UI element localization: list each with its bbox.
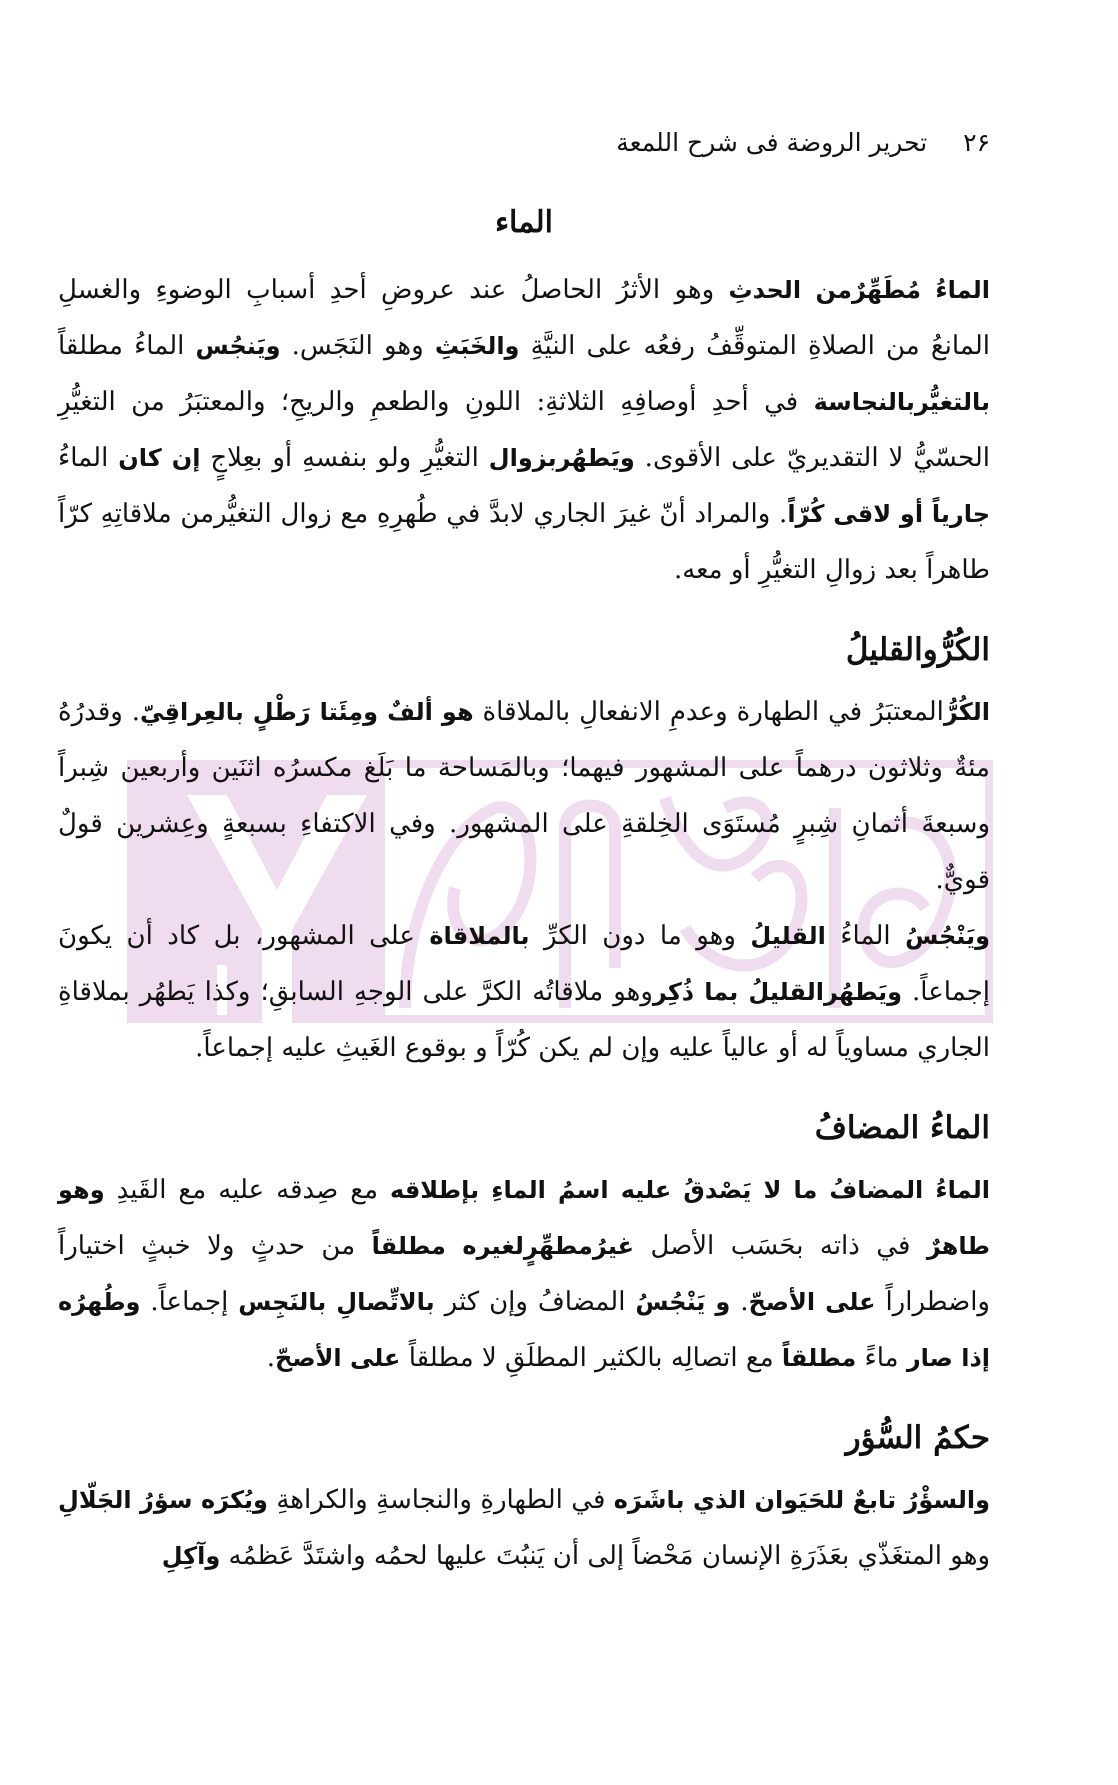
commentary-text: وهو النَجَس.: [280, 331, 435, 361]
commentary-text: التغيُّرِ ولو بنفسهِ أو بعِلاجٍ: [200, 443, 489, 473]
bold-matn-text: والسؤْرُ تابعٌ للحَيَوان الذي باشَرَه: [613, 1486, 990, 1514]
commentary-text: مع اتصالِه بالكثير المطلَقِ لا مطلقاً: [400, 1343, 782, 1373]
commentary-text: المضافُ وإن كثر: [434, 1287, 636, 1317]
section-title-mudaf: الماءُ المضافُ: [814, 1110, 990, 1146]
bold-matn-text: بالملاقاة: [429, 922, 530, 950]
commentary-text: في أحدِ أوصافِهِ الثلاثةِ: اللونِ والطعمِ والريحِ؛ والمعتبَرُ من التغيُّرِ الحسّيُّ لا التقديريّ على الأقوى.: [58, 387, 990, 473]
bold-matn-text: هو ألفٌ ومِئَتا رَطْلٍ بالعِراقِيّ: [140, 698, 474, 726]
commentary-text: وهو ملاقاتُه الكرَّ على الوجهِ السابقِ؛ وكذا يَطهُر بملاقاةِ الجاري مساوياً له أو عالياً عليه وإن لم يكن كُرّاً و بوقوع الغَيثِ عليه إجماعاً.: [58, 977, 990, 1063]
bold-matn-text: جارياً أو لاقى كُرّاً: [787, 500, 990, 528]
commentary-text: المعتبَرُ في الطهارة وعدمِ الانفعالِ بالملاقاة: [473, 697, 944, 727]
section-title-kurr: الكُرُّوالقليلُ: [845, 632, 990, 668]
commentary-text: وهو ما دون الكرِّ: [529, 921, 751, 951]
commentary-text: . وقدرُهُ مئةٌ وثلاثون درهماً على المشهور فيهما؛ وبالمَساحة ما بَلَغ مكسرُه اثنَين وأربعين شِبراً وسبعةَ أثمانِ شِبرٍ مُستَوَى الخِلقةِ على المشهور. وفي الاكتفاءِ بسبعةٍ وعِشرين قولٌ قويٌّ.: [58, 697, 990, 895]
bold-matn-text: على الأصحّ: [748, 1288, 876, 1316]
bold-matn-text: على الأصحّ: [275, 1344, 401, 1372]
commentary-text: الماءُ: [825, 921, 906, 951]
bold-matn-text: غيرُمطهِّرٍلغيره مطلقاً: [371, 1232, 635, 1260]
commentary-text: الماءُ: [58, 443, 119, 473]
bold-matn-text: بالتغيُّربالنجاسة: [813, 388, 990, 416]
bold-matn-text: ويُكرَه سؤرُ الجَلّالِ: [58, 1486, 268, 1514]
bold-matn-text: وآكِلِ: [161, 1542, 221, 1570]
bold-matn-text: ويَطهُرالقليلُ بما ذُكِر: [652, 978, 903, 1006]
commentary-text: وهو المتغَذّي بعَذَرَةِ الإنسان مَحْضاً إلى أن يَنبُتَ عليها لحمُه واشتَدَّ عَظمُه: [220, 1541, 990, 1571]
commentary-text: الماءُ مطلقاً: [58, 331, 196, 361]
section-title-sur: حكمُ السُّؤر: [845, 1420, 990, 1456]
paragraph: [58, 684, 990, 908]
commentary-text: على المشهور، بل كاد أن يكونَ إجماعاً.: [58, 921, 990, 1007]
paragraph: [58, 1472, 990, 1584]
bold-matn-text: ويَنجُس: [195, 332, 281, 360]
commentary-text: مع صِدقه عليه مع القَيدِ: [104, 1175, 391, 1205]
running-header: [60, 128, 990, 157]
bold-matn-text: والخَبَثِ: [434, 332, 520, 360]
commentary-text: في الطهارةِ والنجاسةِ والكراهةِ: [267, 1485, 614, 1515]
paragraph: [58, 1162, 990, 1386]
bold-matn-text: مطلقاً: [781, 1344, 857, 1372]
commentary-text: إجماعاً.: [140, 1287, 239, 1317]
bold-matn-text: و يَنْجُسُ: [635, 1288, 731, 1316]
bold-matn-text: ويَنْجُسُ: [905, 922, 991, 950]
bold-matn-text: وهو طاهرٌ: [58, 1176, 991, 1260]
bold-matn-text: الماءُ مُطَهِّرٌمن الحدثِ: [728, 276, 990, 304]
bold-matn-text: إن كان: [118, 444, 201, 472]
commentary-text: .: [730, 1287, 749, 1317]
commentary-text: من حدثٍ ولا خبثٍ اختياراً واضطراراً: [58, 1231, 990, 1317]
commentary-text: . والمراد أنّ غيرَ الجاري لابدَّ في طُهرِهِ مع زوال التغيُّرمن ملاقاتِهِ كرّاً طاهراً بعد زوالِ التغيُّرِ أو معه.: [58, 499, 990, 585]
bold-matn-text: بالاتِّصالِ بالنَجِس: [238, 1288, 435, 1316]
page-number: ۲۶: [963, 128, 990, 157]
bold-matn-text: ويَطهُربزوال: [488, 444, 635, 472]
paragraph: [58, 908, 990, 1076]
commentary-text: .: [266, 1343, 276, 1373]
bold-matn-text: وطُهرُه إذا صار: [58, 1288, 990, 1372]
section-title-water: الماء: [494, 205, 554, 240]
paragraph: [58, 262, 990, 598]
page-body: [58, 205, 990, 1584]
bold-matn-text: الماءُ المضافُ ما لا يَصْدقُ عليه اسمُ الماءِ بإطلاقه: [390, 1176, 990, 1204]
commentary-text: ماءً: [856, 1343, 907, 1373]
commentary-text: وهو الأثرُ الحاصلُ عند عروضِ أحدِ أسبابِ الوضوءِ والغسلِ المانعُ من الصلاةِ المتوقِّفُ رفعُه على النيَّةِ: [58, 275, 990, 361]
book-title: تحرير الروضة فى شرح اللمعة: [616, 128, 928, 157]
commentary-text: في ذاته بحَسَب الأصل: [634, 1231, 927, 1261]
bold-matn-text: القليلُ: [750, 922, 826, 950]
bold-matn-text: الكُرُّ: [943, 698, 990, 726]
